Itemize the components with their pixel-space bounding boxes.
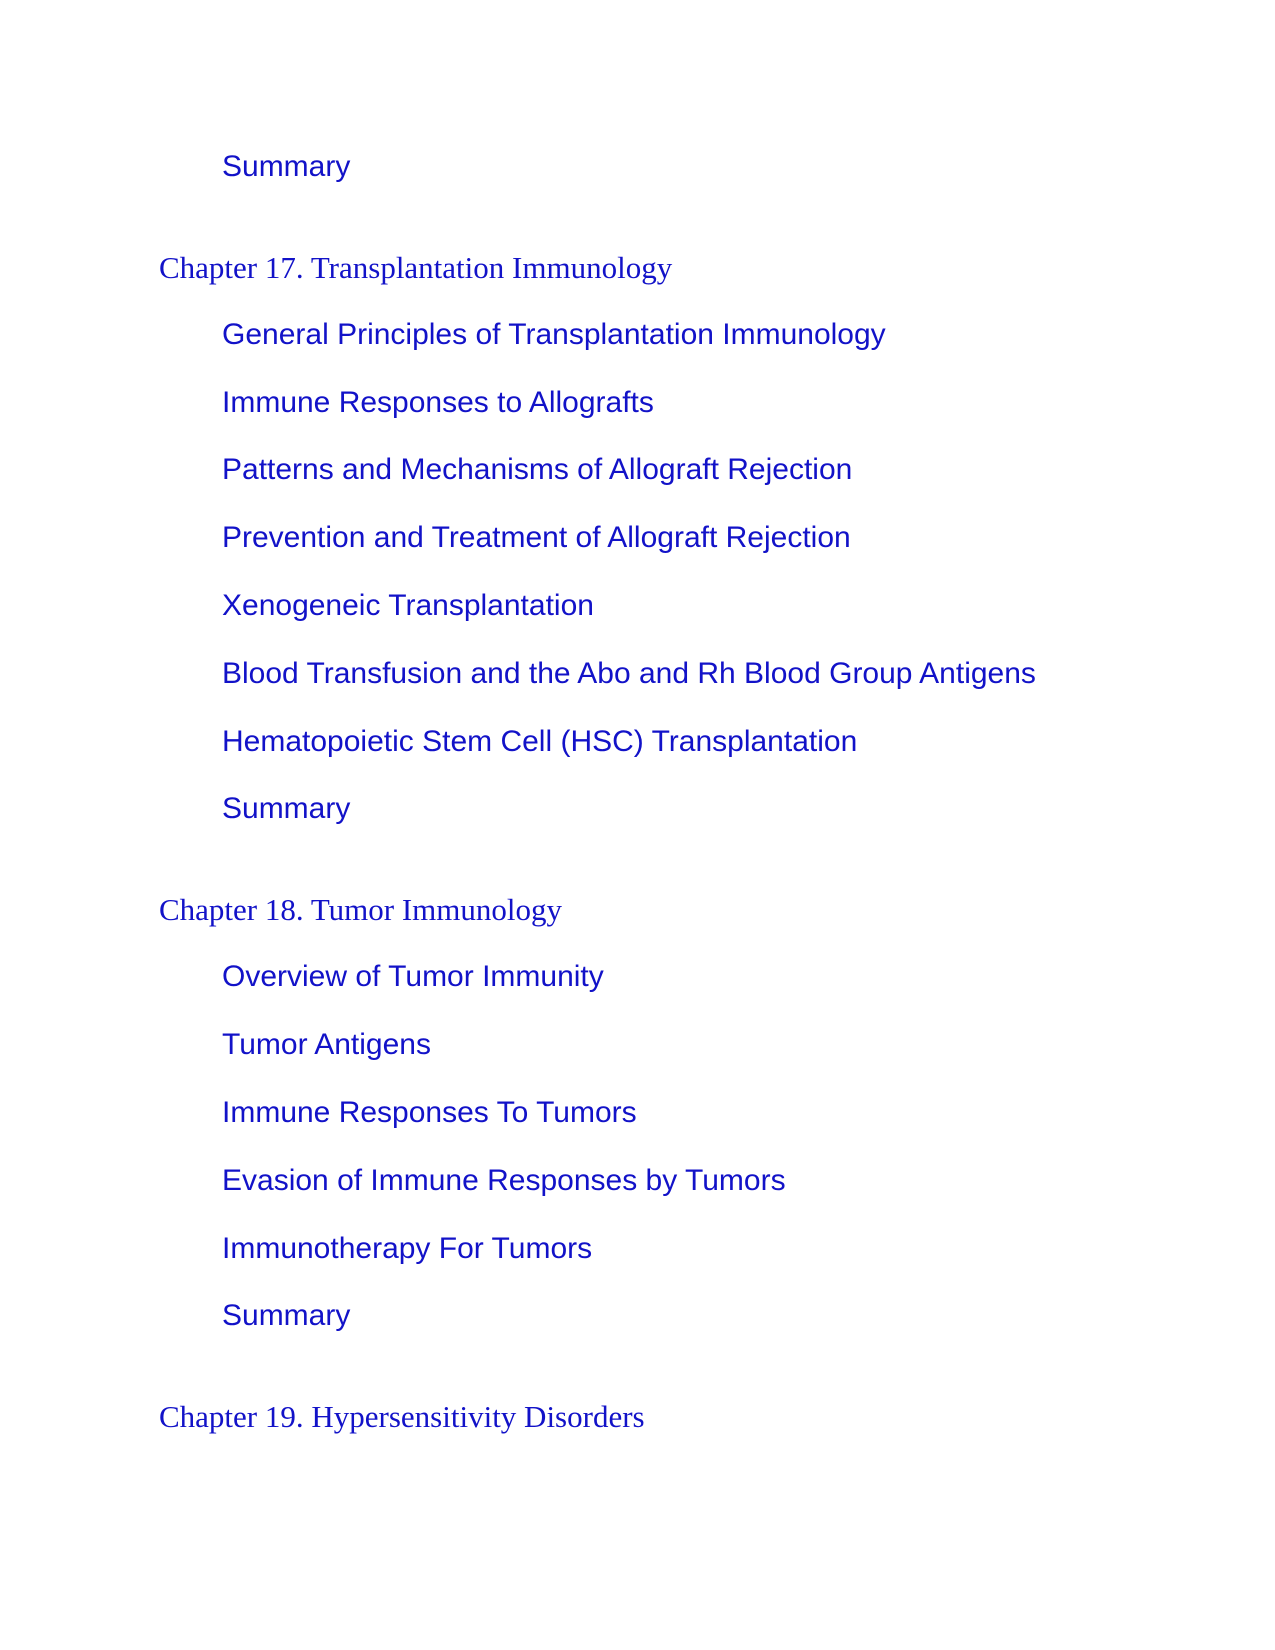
toc-link-ch18-evasion[interactable]: Evasion of Immune Responses by Tumors xyxy=(222,1164,786,1197)
toc-link-ch17-prevention-treatment[interactable]: Prevention and Treatment of Allograft Rejection xyxy=(222,521,851,554)
toc-chapter-19[interactable]: Chapter 19. Hypersensitivity Disorders xyxy=(159,1399,645,1434)
toc-link-ch17-immune-responses[interactable]: Immune Responses to Allografts xyxy=(222,386,654,419)
toc-link-ch17-hsc-transplantation[interactable]: Hematopoietic Stem Cell (HSC) Transplantation xyxy=(222,725,858,758)
toc-link-ch18-summary[interactable]: Summary xyxy=(222,1299,351,1332)
toc-chapter-17[interactable]: Chapter 17. Transplantation Immunology xyxy=(159,250,673,285)
toc-link-ch18-immunotherapy[interactable]: Immunotherapy For Tumors xyxy=(222,1232,593,1265)
toc-link-ch17-summary[interactable]: Summary xyxy=(222,792,351,825)
toc-link-ch17-blood-transfusion[interactable]: Blood Transfusion and the Abo and Rh Blood Group Antigens xyxy=(222,657,1036,690)
toc-chapter-18[interactable]: Chapter 18. Tumor Immunology xyxy=(159,892,563,927)
toc-link-ch17-xenogeneic[interactable]: Xenogeneic Transplantation xyxy=(222,589,594,622)
toc-link-ch18-tumor-antigens[interactable]: Tumor Antigens xyxy=(222,1028,431,1061)
toc-link-ch18-immune-responses[interactable]: Immune Responses To Tumors xyxy=(222,1096,637,1129)
toc-link-ch18-overview[interactable]: Overview of Tumor Immunity xyxy=(222,960,604,993)
toc-link-prev-summary[interactable]: Summary xyxy=(222,150,351,183)
toc-link-ch17-patterns-mechanisms[interactable]: Patterns and Mechanisms of Allograft Rejection xyxy=(222,453,853,486)
toc-link-ch17-general-principles[interactable]: General Principles of Transplantation Immunology xyxy=(222,318,886,351)
